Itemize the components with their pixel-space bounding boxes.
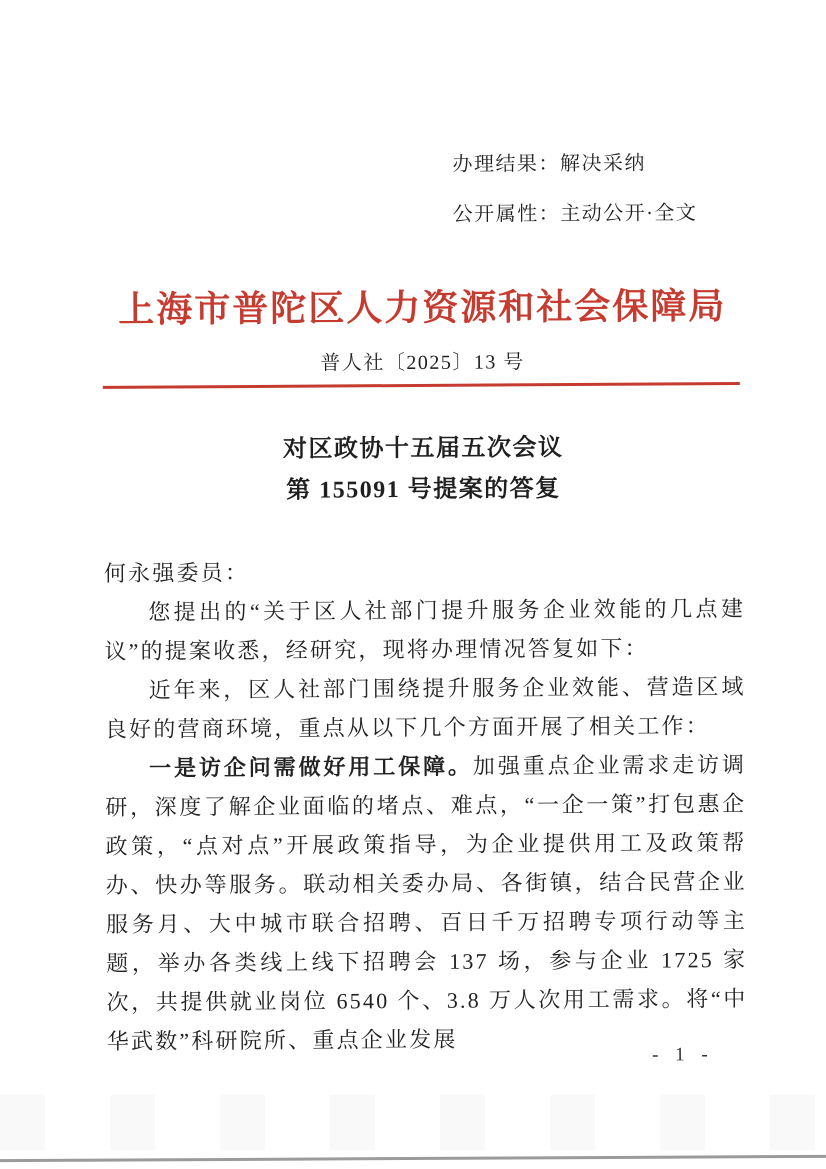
processing-result-line: 办理结果：解决采纳 [452,152,647,176]
processing-meta-block [452,138,697,239]
publicity-attribute-line: 公开属性：主动公开·全文 [452,202,698,226]
agency-letterhead-title: 上海市普陀区人力资源和社会保障局 [118,286,727,330]
paragraph-overview-text: 近年来，区人社部门围绕提升服务企业效能、营造区域良好的营商环境，重点从以下几个方面开展了相关工作： [104,673,746,742]
reply-title-line2: 第 155091 号提案的答复 [286,476,561,504]
reply-title [103,427,743,513]
document-number: 普人社〔2025〕13 号 [320,351,525,375]
paragraph-measure-one-lead: 一是访企问需做好用工保障。 [149,753,473,781]
paragraph-acknowledgement-text: 您提出的“关于区人社部门提升服务企业效能的几点建议”的提案收悉，经研究，现将办理情况答复如下： [104,595,746,664]
salutation [104,550,745,593]
paragraph-measure-one [105,745,748,1061]
reply-title-line1: 对区政协十五届五次会议 [282,435,564,463]
letter-body [104,550,748,1061]
scan-noise-band [0,1095,826,1150]
paragraph-overview [105,667,746,749]
paragraph-acknowledgement [104,589,745,671]
letterhead-divider-rule [103,382,740,389]
page-number: - 1 - [651,1044,714,1066]
paragraph-measure-one-body: 加强重点企业需求走访调研，深度了解企业面临的堵点、难点，“一企一策”打包惠企政策，“点对点”开展政策指导，为企业提供用工及政策帮办、快办等服务。联动相关委办局、各街镇，结合民营企业服务月、大中城市联合招聘、百日千万招聘专项行动等主题，举办各类线上线下招聘会 137 场，参与企业 1725 家次，共提供就业岗位 6540 个、3.8 万人次用工需求。将“中华武数”科研院所、重点企业发展 [105,751,748,1054]
salutation-text: 何永强委员： [103,560,250,586]
